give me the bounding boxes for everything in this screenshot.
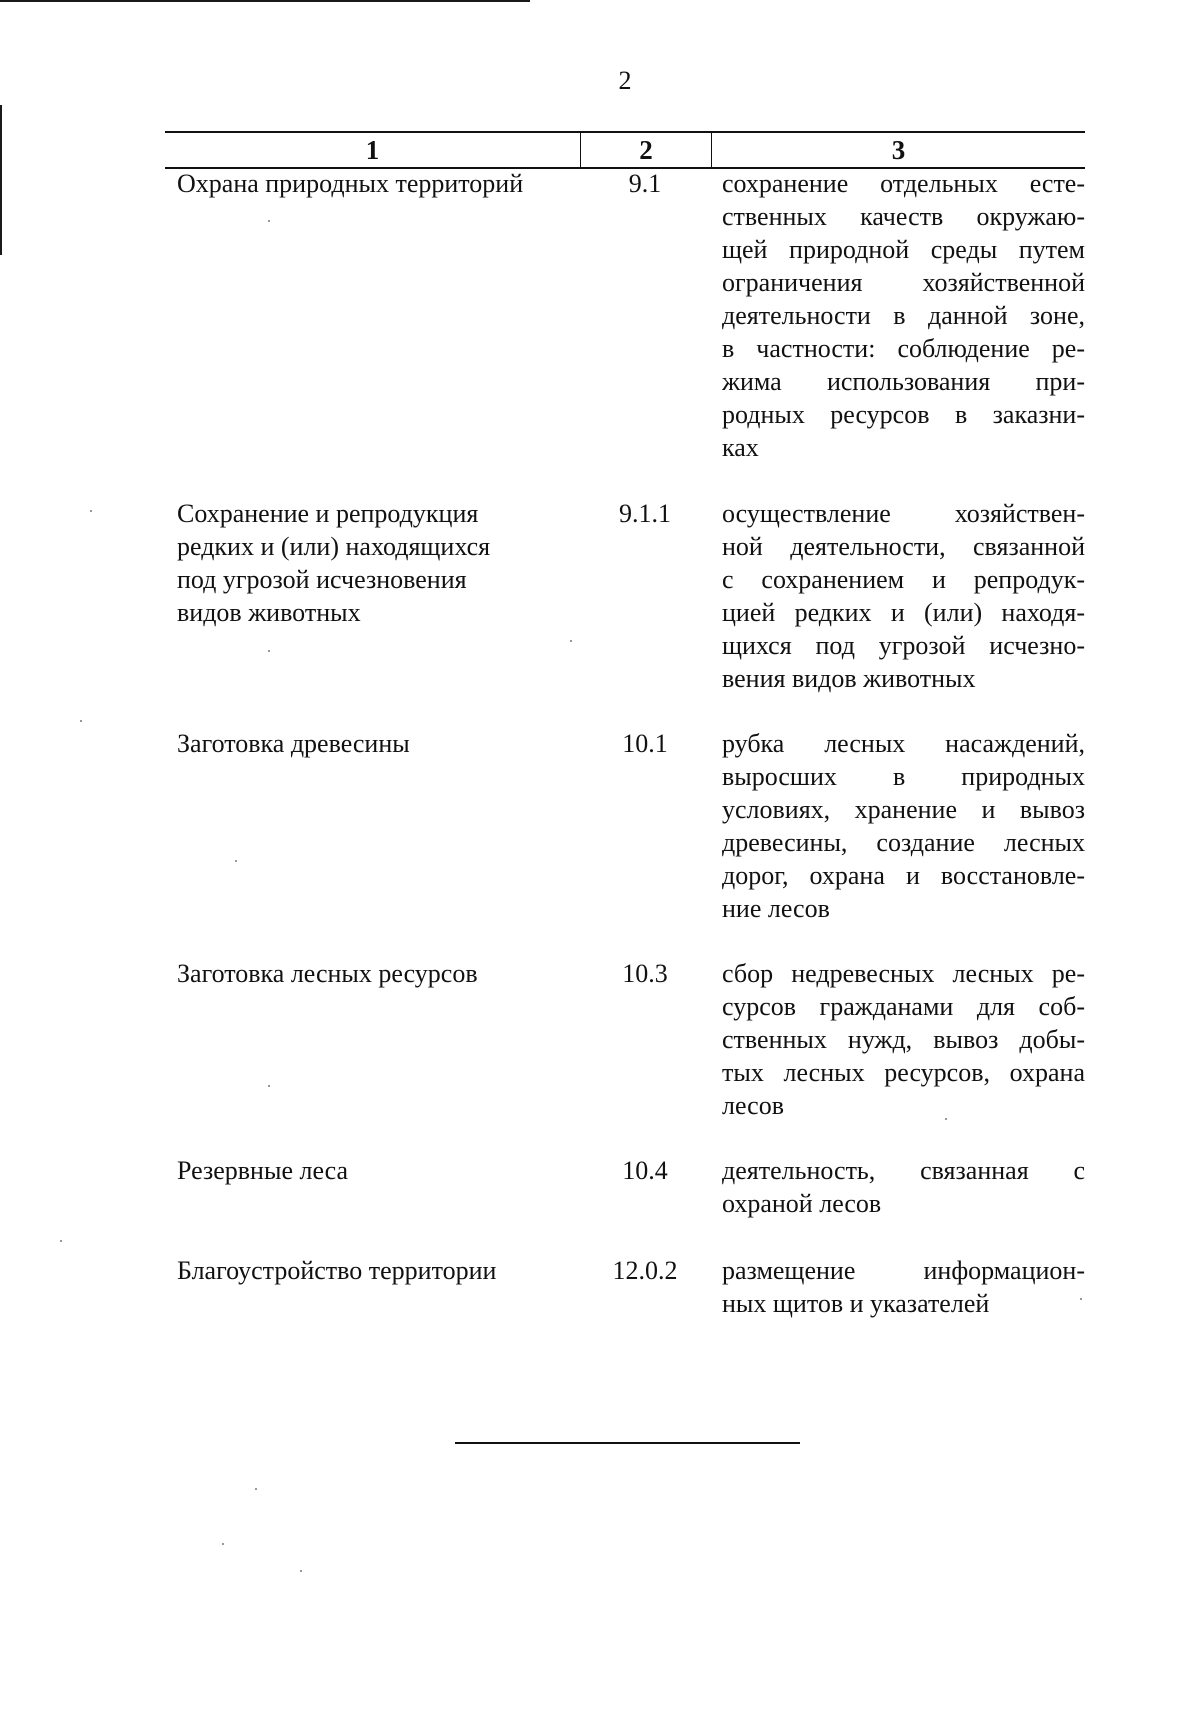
table-row bbox=[165, 727, 1085, 925]
scan-speck bbox=[268, 650, 270, 652]
row-code-cell: 12.0.2 bbox=[612, 1256, 678, 1285]
row-name-line: Охрана природных территорий bbox=[177, 169, 524, 198]
row-description-line: цией редких и (или) находя- bbox=[722, 598, 1085, 627]
table-row bbox=[165, 167, 1085, 464]
table-header-row bbox=[165, 131, 1085, 169]
scan-speck bbox=[268, 220, 270, 222]
table-row bbox=[165, 1254, 1085, 1320]
scan-speck bbox=[60, 1240, 62, 1242]
row-name-line: Заготовка лесных ресурсов bbox=[177, 959, 478, 988]
row-description-line: охраной лесов bbox=[722, 1189, 882, 1218]
row-description-line: древесины, создание лесных bbox=[722, 828, 1085, 857]
row-name-cell bbox=[165, 727, 580, 925]
row-description-line: деятельности в данной зоне, bbox=[722, 301, 1085, 330]
row-code-cell: 9.1 bbox=[628, 169, 662, 198]
row-name-line: Резервные леса bbox=[177, 1156, 349, 1185]
scan-speck bbox=[300, 1570, 302, 1572]
table-row bbox=[165, 1154, 1085, 1220]
row-description-line: жима использования при- bbox=[722, 367, 1085, 396]
row-description-line: родных ресурсов в заказни- bbox=[722, 400, 1085, 429]
row-description-line: дорог, охрана и восстановле- bbox=[722, 861, 1085, 890]
row-name-cell bbox=[165, 957, 580, 1122]
row-description-cell bbox=[710, 167, 1085, 464]
row-description-line: ние лесов bbox=[722, 894, 830, 923]
scan-speck bbox=[255, 1488, 257, 1490]
row-code-cell: 10.4 bbox=[622, 1156, 668, 1185]
row-description-line: ных щитов и указателей bbox=[722, 1289, 990, 1318]
row-description-line: щихся под угрозой исчезно- bbox=[722, 631, 1085, 660]
scan-speck bbox=[570, 640, 572, 642]
row-description-cell bbox=[710, 1254, 1085, 1320]
column-header-3: 3 bbox=[891, 135, 906, 165]
row-code-cell: 10.1 bbox=[622, 729, 668, 758]
row-name-cell bbox=[165, 497, 580, 695]
table-row bbox=[165, 957, 1085, 1122]
row-description-line: сбор недревесных лесных ре- bbox=[722, 959, 1085, 988]
row-description-line: деятельность, связанная с bbox=[722, 1156, 1085, 1185]
row-description-cell bbox=[710, 727, 1085, 925]
row-description-line: размещение информацион- bbox=[722, 1256, 1085, 1285]
table-row bbox=[165, 497, 1085, 695]
scan-speck bbox=[268, 1085, 270, 1087]
row-name-line: редких и (или) находящихся bbox=[177, 532, 491, 561]
scan-speck bbox=[1080, 1298, 1082, 1300]
row-description-line: с сохранением и репродук- bbox=[722, 565, 1085, 594]
row-description-line: вения видов животных bbox=[722, 664, 976, 693]
row-description-line: осуществление хозяйствен- bbox=[722, 499, 1085, 528]
column-header-1: 1 bbox=[165, 133, 581, 167]
row-name-line: Сохранение и репродукция bbox=[177, 499, 479, 528]
column-header-2: 2 bbox=[581, 133, 712, 167]
row-name-line: под угрозой исчезновения bbox=[177, 565, 467, 594]
row-description-line: сохранение отдельных есте- bbox=[722, 169, 1085, 198]
row-description-cell bbox=[710, 1154, 1085, 1220]
scan-speck bbox=[235, 860, 237, 862]
row-description-line: ственных нужд, вывоз добы- bbox=[722, 1025, 1085, 1054]
scan-speck bbox=[945, 1118, 947, 1120]
row-description-line: ках bbox=[722, 433, 759, 462]
row-code-cell: 10.3 bbox=[622, 959, 668, 988]
row-name-cell bbox=[165, 167, 580, 464]
scan-edge-top bbox=[0, 0, 530, 2]
scan-edge-left bbox=[0, 105, 2, 255]
row-name-line: видов животных bbox=[177, 598, 361, 627]
row-name-cell bbox=[165, 1154, 580, 1220]
row-description-line: условиях, хранение и вывоз bbox=[722, 795, 1085, 824]
scan-speck bbox=[90, 510, 92, 512]
row-description-cell bbox=[710, 497, 1085, 695]
row-description-line: щей природной среды путем bbox=[722, 235, 1085, 264]
row-code-cell: 9.1.1 bbox=[619, 499, 671, 528]
row-description-cell bbox=[710, 957, 1085, 1122]
land-use-table bbox=[165, 131, 1085, 1318]
scan-speck bbox=[222, 1543, 224, 1545]
row-description-line: лесов bbox=[722, 1091, 784, 1120]
row-description-line: рубка лесных насаждений, bbox=[722, 729, 1085, 758]
row-description-line: в частности: соблюдение ре- bbox=[722, 334, 1085, 363]
scan-speck bbox=[80, 720, 82, 722]
row-description-line: тых лесных ресурсов, охрана bbox=[722, 1058, 1085, 1087]
row-name-line: Заготовка древесины bbox=[177, 729, 410, 758]
row-description-line: ной деятельности, связанной bbox=[722, 532, 1085, 561]
row-description-line: сурсов гражданами для соб- bbox=[722, 992, 1085, 1021]
end-of-document-rule bbox=[455, 1442, 800, 1444]
row-name-line: Благоустройство территории bbox=[177, 1256, 497, 1285]
row-name-cell bbox=[165, 1254, 580, 1320]
page-number: 2 bbox=[618, 66, 632, 95]
row-description-line: ственных качеств окружаю- bbox=[722, 202, 1085, 231]
row-description-line: ограничения хозяйственной bbox=[722, 268, 1085, 297]
row-description-line: выросших в природных bbox=[722, 762, 1085, 791]
